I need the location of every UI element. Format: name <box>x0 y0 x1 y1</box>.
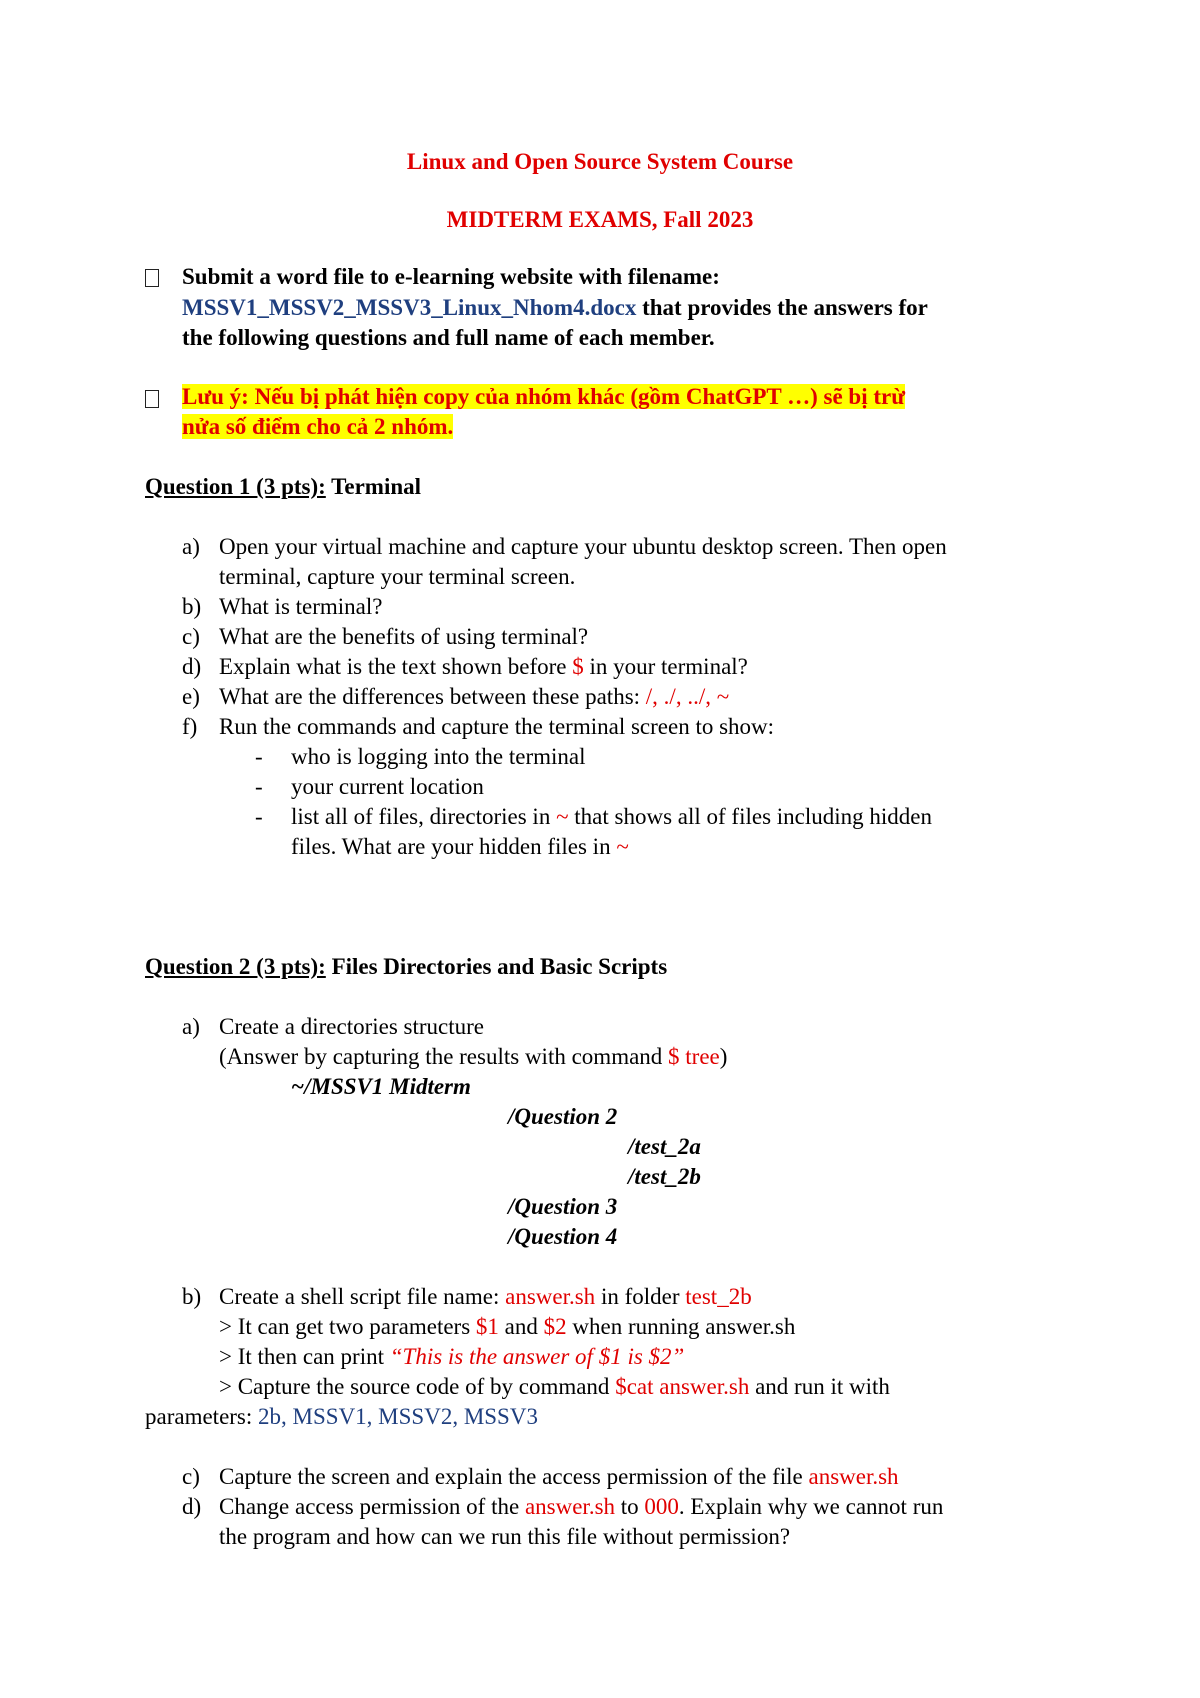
q1-d-text: Explain what is the text shown before $ in your terminal? <box>219 654 748 679</box>
q1-b-text: What is terminal? <box>219 594 383 619</box>
notice-warning-line1: Lưu ý: Nếu bị phát hiện copy của nhóm khác (gồm ChatGPT …) sẽ bị trừ <box>182 384 906 409</box>
q2-a-line1: Create a directories structure <box>219 1014 485 1039</box>
tree-question2: /Question 2 <box>508 1104 618 1129</box>
dash-marker: - <box>255 744 263 769</box>
q2-heading: Question 2 (3 pts): Files Directories and Basic Scripts <box>145 954 668 979</box>
q1-a-line1: Open your virtual machine and capture your ubuntu desktop screen. Then open <box>219 534 947 559</box>
q1-f-text: Run the commands and capture the terminal screen to show: <box>219 714 775 739</box>
q1-e-text: What are the differences between these paths: /, ./, ../, ~ <box>219 684 730 709</box>
dash-marker: - <box>255 774 263 799</box>
q2-b-text: Create a shell script file name: answer.sh in folder test_2b <box>219 1284 752 1309</box>
q2-b-capture-line: > Capture the source code of by command $cat answer.sh and run it with <box>219 1374 890 1399</box>
q2-b-params-line: > It can get two parameters $1 and $2 when running answer.sh <box>219 1314 796 1339</box>
tree-root: ~/MSSV1 Midterm <box>291 1074 471 1099</box>
q1-f-marker: f) <box>182 714 198 739</box>
q1-c-text: What are the benefits of using terminal? <box>219 624 589 649</box>
checkbox-icon <box>145 265 159 295</box>
q1-d-marker: d) <box>182 654 202 679</box>
q1-f-item2: your current location <box>291 774 484 799</box>
q1-e-marker: e) <box>182 684 200 709</box>
checkbox-icon <box>145 386 159 416</box>
q2-d-text-cont: the program and how can we run this file without permission? <box>219 1524 791 1549</box>
notice-submit-line1: Submit a word file to e-learning website with filename: <box>182 264 720 289</box>
tree-question3: /Question 3 <box>508 1194 618 1219</box>
q1-a-marker: a) <box>182 534 200 559</box>
tree-test2b: /test_2b <box>628 1164 701 1189</box>
notice-submit-line3: the following questions and full name of each member. <box>182 325 715 350</box>
notice-submit-line2: MSSV1_MSSV2_MSSV3_Linux_Nhom4.docx that provides the answers for <box>182 295 928 320</box>
q1-heading: Question 1 (3 pts): Terminal <box>145 474 422 499</box>
tree-question4: /Question 4 <box>508 1224 618 1249</box>
dash-marker: - <box>255 804 263 829</box>
q2-c-marker: c) <box>182 1464 200 1489</box>
q2-c-text: Capture the screen and explain the access permission of the file answer.sh <box>219 1464 899 1489</box>
q2-b-marker: b) <box>182 1284 202 1309</box>
q1-f-item1: who is logging into the terminal <box>291 744 586 769</box>
q1-c-marker: c) <box>182 624 200 649</box>
exam-title: MIDTERM EXAMS, Fall 2023 <box>446 207 754 232</box>
q1-f-item3: list all of files, directories in ~ that shows all of files including hidden <box>291 804 933 829</box>
tree-test2a: /test_2a <box>628 1134 701 1159</box>
notice-warning-line2: nửa số điểm cho cả 2 nhóm. <box>182 414 454 439</box>
q2-b-print-line: > It then can print “This is the answer of $1 is $2” <box>219 1344 685 1369</box>
q2-d-text: Change access permission of the answer.sh to 000. Explain why we cannot run <box>219 1494 944 1519</box>
q1-b-marker: b) <box>182 594 202 619</box>
q2-b-parameters-line: parameters: 2b, MSSV1, MSSV2, MSSV3 <box>145 1404 538 1429</box>
filename-text: MSSV1_MSSV2_MSSV3_Linux_Nhom4.docx <box>182 295 637 320</box>
q1-a-line2: terminal, capture your terminal screen. <box>219 564 576 589</box>
q2-d-marker: d) <box>182 1494 202 1519</box>
q2-a-marker: a) <box>182 1014 200 1039</box>
q1-f-item3-cont: files. What are your hidden files in ~ <box>291 834 629 859</box>
q2-a-line2: (Answer by capturing the results with command $ tree) <box>219 1044 728 1069</box>
course-title: Linux and Open Source System Course <box>406 149 794 174</box>
